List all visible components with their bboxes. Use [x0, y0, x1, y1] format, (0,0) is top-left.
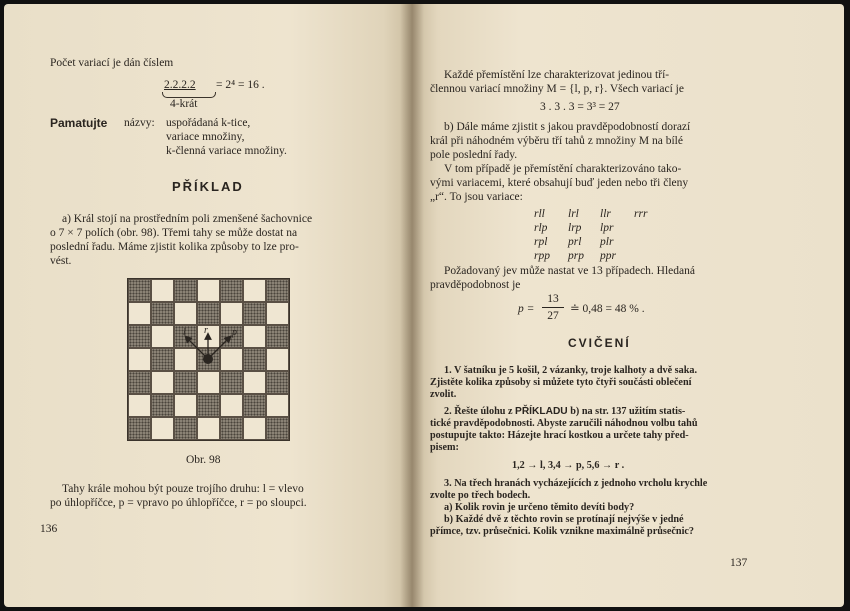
probability-lhs: p = — [518, 303, 535, 315]
variation: plr — [600, 236, 614, 248]
left-page — [4, 4, 412, 607]
exercise-2-mapping: 1,2 → l, 3,4 → p, 5,6 → r . — [512, 460, 625, 471]
exercise-1-line: 1. V šatníku je 5 košil, 2 vázanky, troje kalhoty a dvě saka. — [444, 365, 698, 376]
variation: rpl — [534, 236, 548, 248]
exercise-2-line: pisem: — [430, 442, 459, 453]
remember-label: Pamatujte — [50, 116, 108, 130]
figure-caption: Obr. 98 — [186, 454, 221, 466]
para-c-line: Požadovaný jev může nastat ve 13 případech. Hledaná — [444, 265, 695, 277]
page-number: 136 — [40, 523, 58, 535]
probability-denominator: 27 — [547, 310, 559, 322]
bottom-line: po úhlopříčce, p = vpravo po úhlopříčce, r = po sloupci. — [50, 497, 307, 509]
fraction-bar — [542, 307, 564, 308]
exercise-1-line: Zjistěte kolika způsoby si můžete tyto čtyři součásti oblečení — [430, 377, 692, 388]
king-moves-overlay — [127, 278, 291, 442]
exercises-heading: CVIČENÍ — [568, 336, 631, 350]
intro-text: Počet variací je dán číslem — [50, 57, 174, 69]
page-number: 137 — [730, 557, 748, 569]
para-b-line: V tom případě je přemístění charakterizováno tako- — [444, 163, 682, 175]
formula-product: 2.2.2.2 — [164, 79, 196, 91]
label-p: p — [232, 327, 237, 338]
exercise-2-line: tické pravděpodobnosti. Abyste zaručili náhodnou volbu tahů — [430, 418, 698, 429]
probability-rhs: ≐ 0,48 = 48 % . — [570, 303, 645, 315]
para-c-line: pravděpodobnost je — [430, 279, 521, 291]
para-b-line: král při náhodném výběru tří tahů z množiny M na bílé — [430, 135, 683, 147]
variation: prl — [568, 236, 582, 248]
para-b-line: vými variacemi, které obsahují buď jeden nebo tři členy — [430, 177, 689, 189]
paragraph-line: o 7 × 7 polích (obr. 98). Třemi tahy se může dostat na — [50, 227, 298, 239]
variation: rpp — [534, 250, 550, 262]
bottom-line: Tahy krále mohou být pouze trojího druhu: l = vlevo — [62, 483, 304, 495]
exercise-3-line: a) Kolik rovin je určeno těmito devíti body? — [444, 502, 635, 513]
king-piece — [203, 354, 213, 364]
paragraph-line: a) Král stojí na prostředním poli zmenšené šachovnice — [62, 213, 313, 225]
variation: rll — [534, 208, 545, 220]
variation: prp — [568, 250, 584, 262]
exercise-3-line: zvolte po třech bodech. — [430, 490, 531, 501]
probability-numerator: 13 — [547, 293, 559, 305]
top-line: Každé přemístění lze charakterizovat jedinou tří- — [444, 69, 670, 81]
formula-variations: 3 . 3 . 3 = 3³ = 27 — [540, 101, 620, 113]
remember-item: k-členná variace množiny. — [166, 145, 287, 157]
variation: lrl — [568, 208, 579, 220]
label-l: l — [183, 327, 186, 338]
right-page — [412, 4, 844, 607]
remember-item: variace množiny, — [166, 131, 245, 143]
formula-under: 4-krát — [170, 98, 198, 110]
exercise-3-line: přímce, tzv. průsečnici. Kolik vznikne maximálně průsečnic? — [430, 526, 695, 537]
formula-result: = 2⁴ = 16 . — [216, 79, 265, 91]
exercise-2-line: 2. Řešte úlohu z PŘÍKLADU b) na str. 137 užitím statis- — [444, 406, 686, 417]
top-line: člennou variací množiny M = {l, p, r}. Všech variací je — [430, 83, 684, 95]
remember-word: názvy: — [124, 117, 155, 129]
variation: lpr — [600, 222, 614, 234]
variation: lrp — [568, 222, 582, 234]
exercise-3-line: b) Každé dvě z těchto rovin se protínají nejvýše v jedné — [444, 514, 684, 525]
label-r: r — [204, 325, 208, 336]
variation: ppr — [600, 250, 616, 262]
exercise-3-line: 3. Na třech hranách vycházejících z jednoho vrcholu krychle — [444, 478, 708, 489]
exercise-1-line: zvolit. — [430, 389, 457, 400]
book-gutter — [400, 4, 424, 607]
para-b-line: „r“. To jsou variace: — [430, 191, 523, 203]
variation: llr — [600, 208, 611, 220]
variation: rlp — [534, 222, 548, 234]
exercise-2-line: postupujte takto: Házejte hrací kostkou a určete tahy před- — [430, 430, 689, 441]
remember-item: uspořádaná k-tice, — [166, 117, 251, 129]
para-b-line: pole poslední řady. — [430, 149, 518, 161]
example-heading: PŘÍKLAD — [172, 179, 244, 194]
paragraph-line: poslední řadu. Máme zjistit kolika způsoby to lze pro- — [50, 241, 299, 253]
paragraph-line: vést. — [50, 255, 72, 267]
para-b-line: b) Dále máme zjistit s jakou pravděpodobností dorazí — [444, 121, 691, 133]
variation: rrr — [634, 208, 648, 220]
